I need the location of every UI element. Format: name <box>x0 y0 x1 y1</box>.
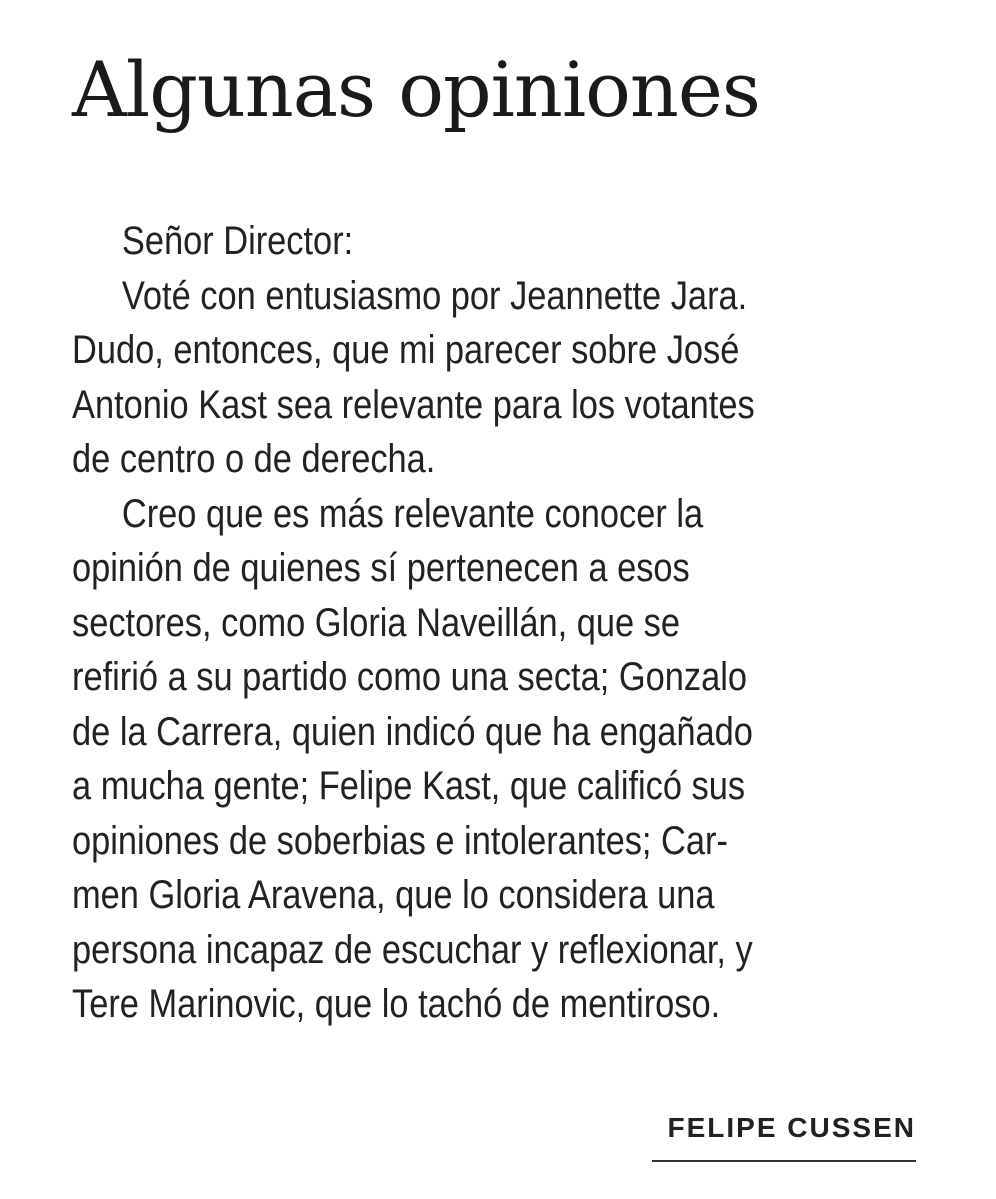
letter-line: de centro o de derecha. <box>72 437 436 481</box>
letter-line: men Gloria Aravena, que lo considera una <box>72 873 715 917</box>
headline: Algunas opiniones <box>72 45 760 134</box>
salutation: Señor Director: <box>121 219 354 263</box>
letter-line: Tere Marinovic, que lo tachó de mentiroso. <box>72 982 721 1026</box>
letter-line: refirió a su partido como una secta; Gonzalo <box>72 655 747 699</box>
letter-line: Antonio Kast sea relevante para los votantes <box>72 382 755 427</box>
letter-line: persona incapaz de escuchar y reflexionar, y <box>72 927 753 972</box>
letter-line: Creo que es más relevante conocer la <box>121 491 704 536</box>
letter-line: Voté con entusiasmo por Jeannette Jara. <box>121 273 748 318</box>
letter-line: de la Carrera, quien indicó que ha engañado <box>72 709 753 754</box>
letter-body <box>72 214 922 1032</box>
letter-line: opinión de quienes sí pertenecen a esos <box>72 546 690 590</box>
author-signature: FELIPE CUSSEN <box>667 1112 916 1143</box>
letter-line: sectores, como Gloria Naveillán, que se <box>72 600 681 645</box>
letter-line: Dudo, entonces, que mi parecer sobre José <box>72 328 740 372</box>
signature-rule <box>652 1160 916 1162</box>
letter-line: a mucha gente; Felipe Kast, que calificó sus <box>72 764 746 808</box>
letter-line: opiniones de soberbias e intolerantes; Car- <box>72 818 728 863</box>
